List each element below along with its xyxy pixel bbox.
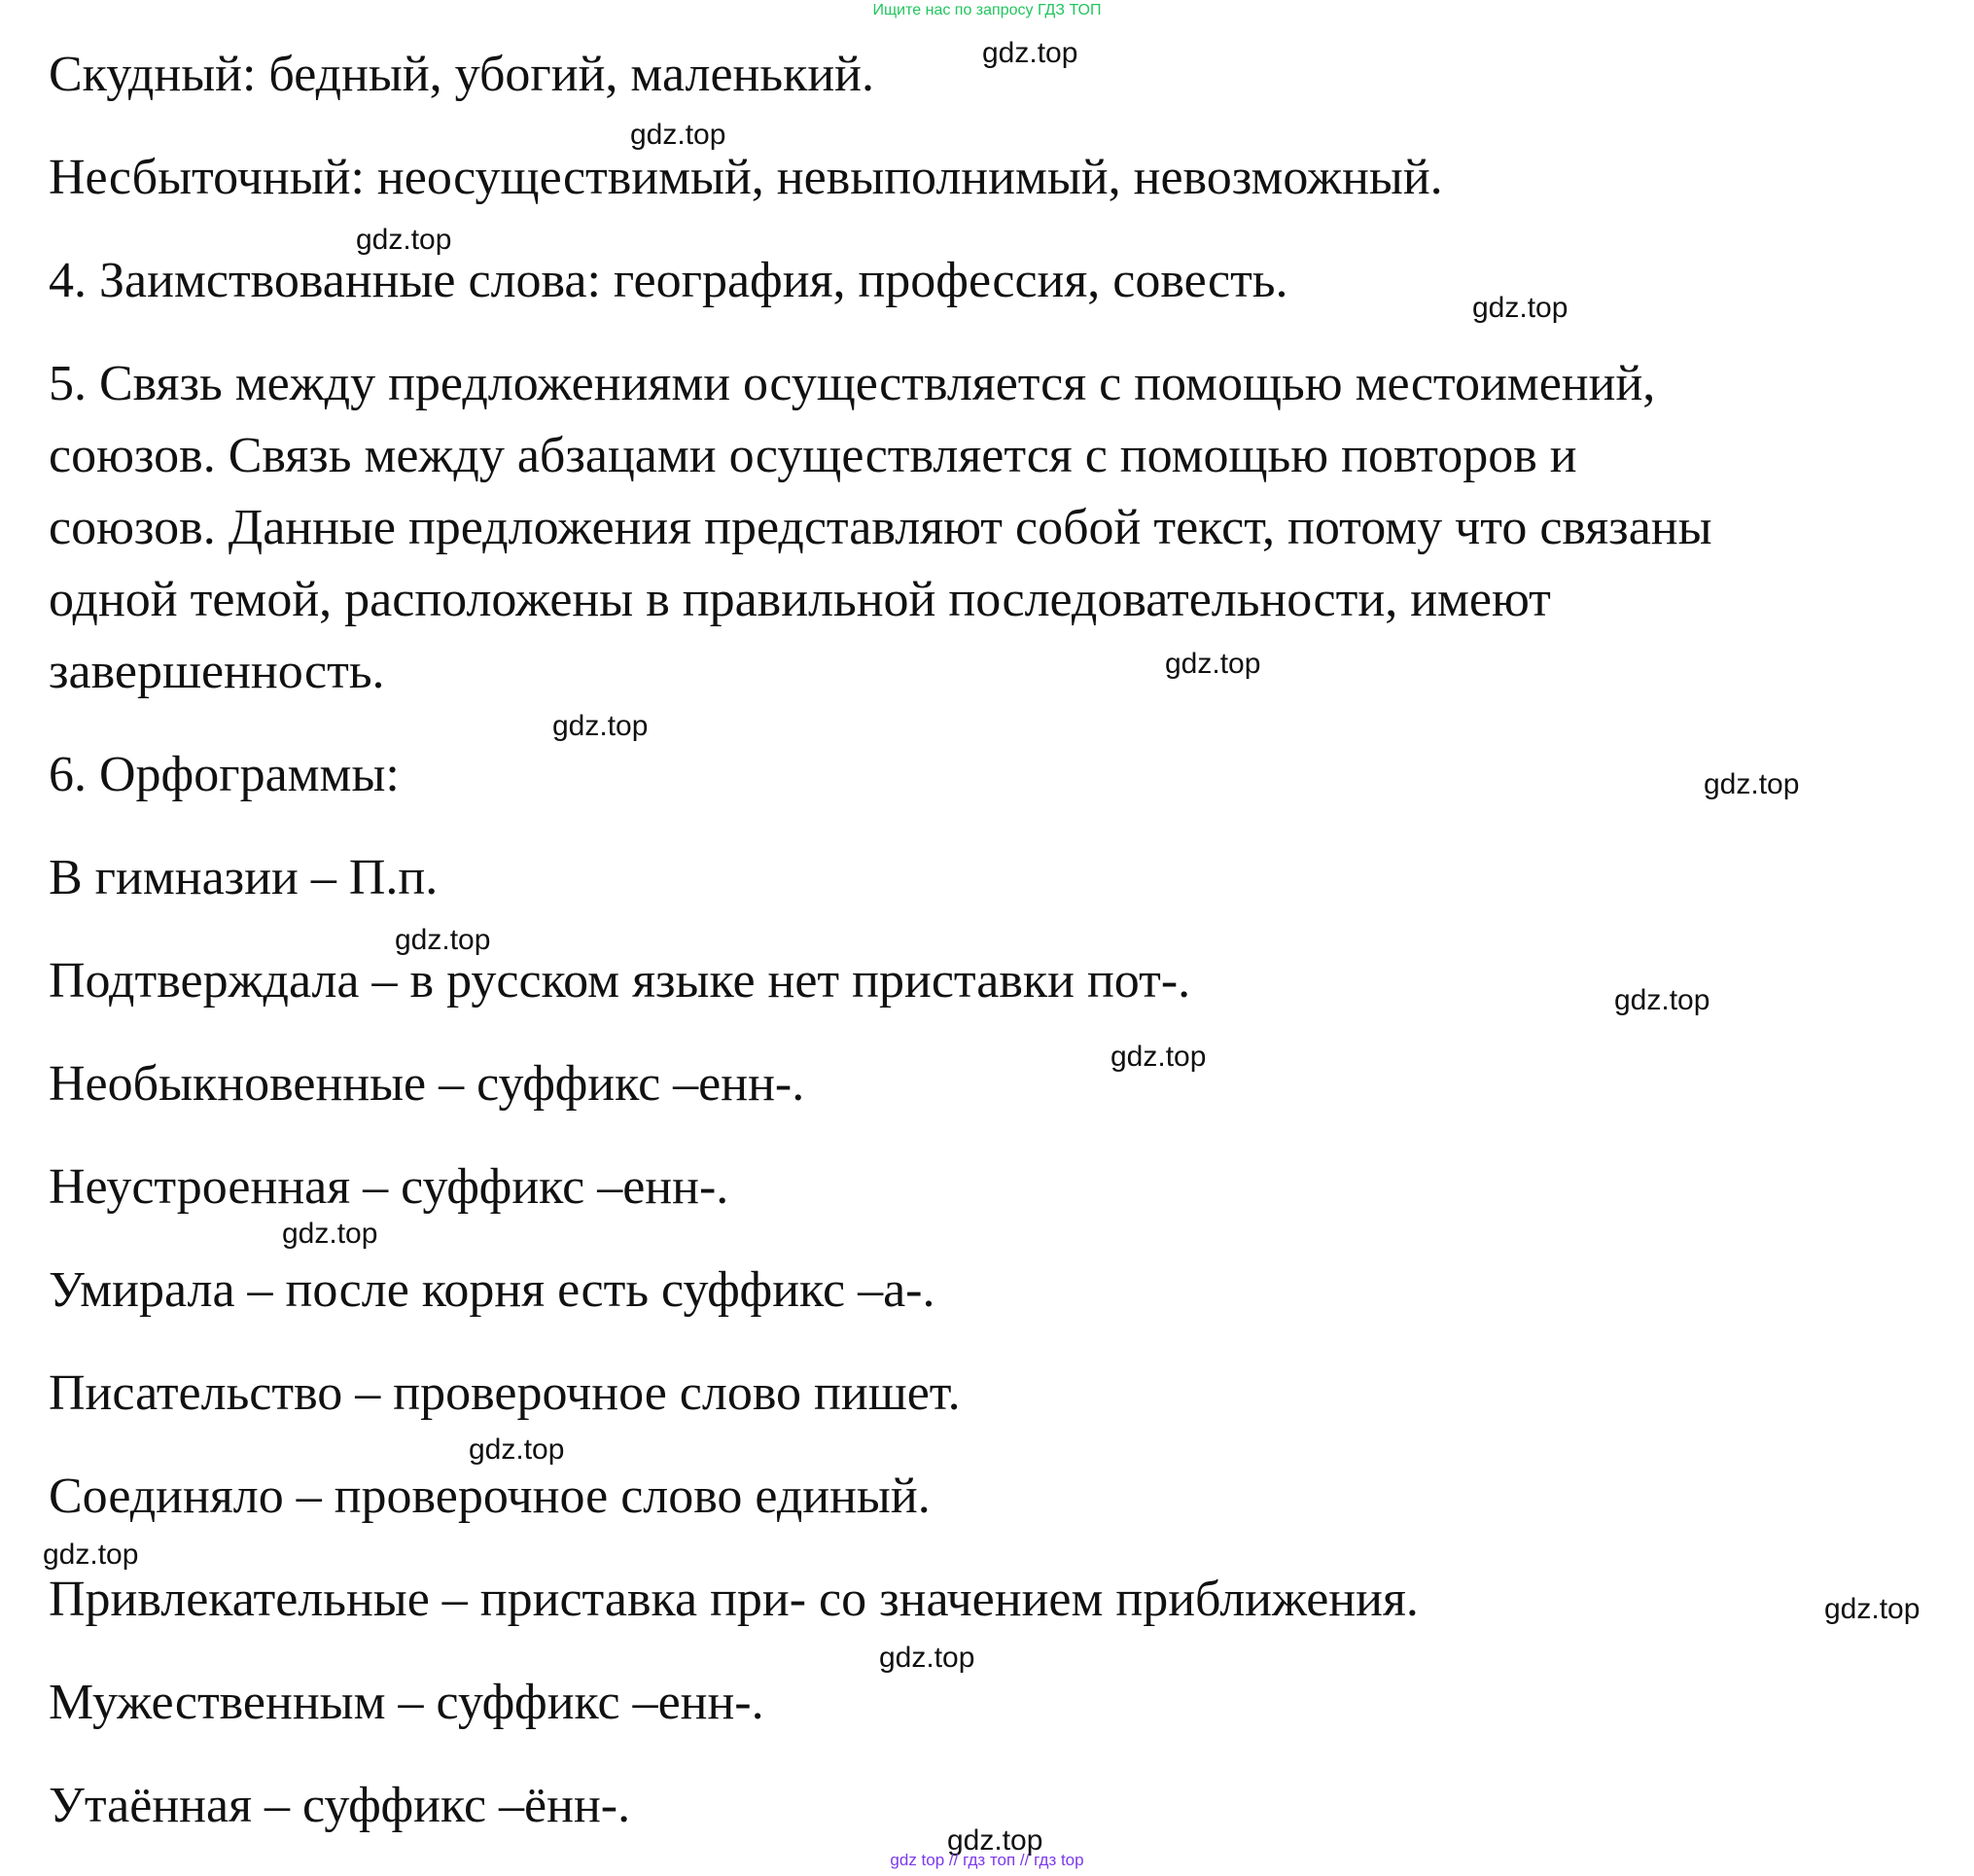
- watermark: gdz.top: [1165, 648, 1261, 680]
- section-4-borrowed-words: 4. Заимствованные слова: география, профессия, совесть.: [49, 253, 1288, 308]
- watermark: gdz.top: [1110, 1041, 1207, 1073]
- section-5-text-connection: 5. Связь между предложениями осуществляется с помощью местоимений, союзов. Связь между абзацами осуществляется с помощью повторов и союзов. Данные предложения представляют собой текст, потому что связаны одной темой, расположены в правильной последовательности, имеют завершенность.: [49, 356, 1712, 699]
- watermark: gdz.top: [356, 224, 452, 256]
- orthogram-item: Неустроенная – суффикс –енн-.: [49, 1159, 729, 1215]
- top-banner-note: Ищите нас по запросу ГДЗ ТОП: [872, 2, 1102, 18]
- orthogram-item: Умирала – после корня есть суффикс –а-.: [49, 1262, 935, 1318]
- watermark: gdz.top: [1472, 292, 1569, 324]
- orthogram-item: Утаённая – суффикс –ённ-.: [49, 1778, 631, 1833]
- watermark: gdz.top: [630, 119, 726, 151]
- orthogram-item: В гимназии – П.п.: [49, 850, 439, 905]
- section-6-heading: 6. Орфограммы:: [49, 747, 400, 802]
- answer-line-nesbytochny: Несбыточный: неосуществимый, невыполнимый, невозможный.: [49, 150, 1443, 205]
- watermark: gdz.top: [43, 1539, 139, 1571]
- watermark: gdz.top: [469, 1434, 565, 1466]
- watermark: gdz.top: [947, 1824, 1043, 1857]
- watermark: gdz.top: [1614, 984, 1710, 1016]
- watermark: gdz.top: [282, 1218, 378, 1250]
- watermark: gdz.top: [1824, 1593, 1921, 1625]
- orthogram-item: Соединяло – проверочное слово единый.: [49, 1469, 931, 1524]
- orthogram-item: Привлекательные – приставка при- со значением приближения.: [49, 1572, 1419, 1627]
- orthogram-item: Мужественным – суффикс –енн-.: [49, 1675, 764, 1730]
- watermark: gdz.top: [1704, 768, 1800, 800]
- bottom-footer-note: gdz top // гдз топ // гдз top: [890, 1851, 1084, 1869]
- orthogram-item: Подтверждала – в русском языке нет приставки пот-.: [49, 953, 1191, 1009]
- watermark: gdz.top: [879, 1642, 975, 1674]
- orthogram-item: Необыкновенные – суффикс –енн-.: [49, 1056, 805, 1112]
- orthogram-item: Писательство – проверочное слово пишет.: [49, 1365, 961, 1421]
- watermark: gdz.top: [552, 710, 649, 742]
- document-body: [49, 39, 1955, 1842]
- answer-line-skudny: Скудный: бедный, убогий, маленький.: [49, 47, 874, 102]
- watermark: gdz.top: [395, 924, 491, 956]
- watermark: gdz.top: [982, 37, 1078, 69]
